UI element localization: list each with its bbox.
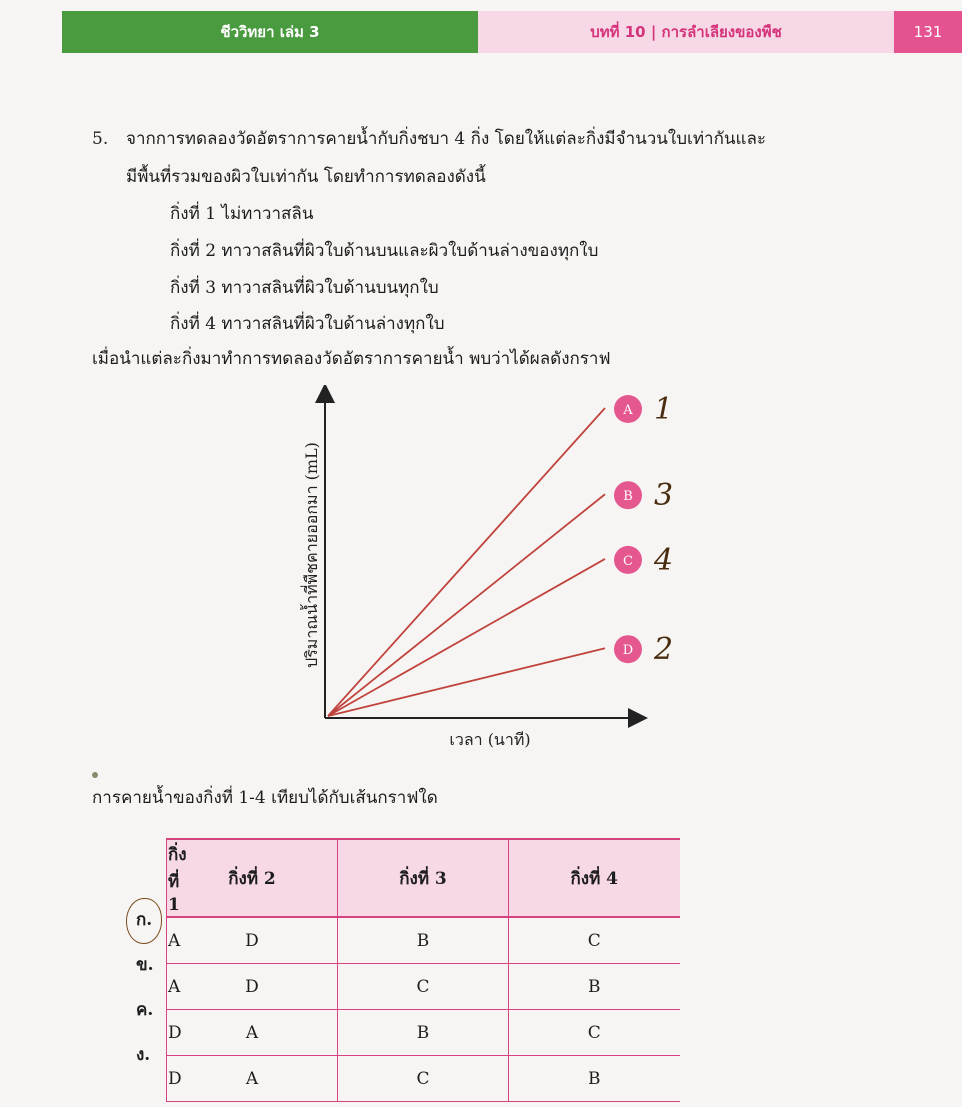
option-label-ko[interactable]: ก.	[136, 910, 153, 930]
table-row[interactable]: D A C B	[167, 1056, 851, 1102]
transpiration-chart	[270, 385, 700, 760]
header-branch-2: กิ่งที่ 2	[167, 839, 338, 917]
branch-1-text: กิ่งที่ 1 ไม่ทาวาสลิน	[170, 204, 314, 224]
result-line: เมื่อนำแต่ละกิ่งมาทำการทดลองวัดอัตราการคายน้ำ พบว่าได้ผลดังกราฟ	[92, 349, 611, 369]
page-number: 131	[894, 11, 962, 53]
series-label-B: B	[623, 489, 633, 505]
question-number: 5.	[92, 129, 109, 149]
chapter-title: บทที่ 10 | การลำเลียงของพืช	[478, 11, 894, 53]
question-line-1: จากการทดลองวัดอัตราการคายน้ำกับกิ่งชบา 4 กิ่ง โดยให้แต่ละกิ่งมีจำนวนใบเท่ากันและ	[126, 129, 766, 149]
branch-4-text: กิ่งที่ 4 ทาวาสลินที่ผิวใบด้านล่างทุกใบ	[170, 314, 445, 334]
series-label-A: A	[623, 403, 633, 418]
handwritten-annotation-C: 4	[654, 542, 674, 578]
question-line-2: มีพื้นที่รวมของผิวใบเท่ากัน โดยทำการทดลองดังนี้	[126, 167, 486, 187]
cell-d: C	[509, 917, 680, 964]
cell-c: B	[338, 1010, 509, 1056]
option-label-kho[interactable]: ข.	[136, 955, 154, 975]
speck	[92, 772, 98, 778]
series-line-C	[328, 559, 605, 716]
option-label-kho-khwai[interactable]: ค.	[136, 1000, 154, 1020]
handwritten-annotation-B: 3	[654, 478, 674, 514]
cell-b: A	[167, 1010, 338, 1056]
series-line-A	[328, 408, 605, 716]
cell-b: D	[167, 917, 338, 964]
table-row[interactable]: A D C B	[167, 964, 851, 1010]
question-prompt: การคายน้ำของกิ่งที่ 1-4 เทียบได้กับเส้นกราฟใด	[92, 788, 438, 808]
header-branch-4: กิ่งที่ 4	[509, 839, 680, 917]
book-title: ชีววิทยา เล่ม 3	[62, 11, 478, 53]
series-label-C: C	[623, 553, 633, 569]
table-row[interactable]: D A B C	[167, 1010, 851, 1056]
table-row[interactable]: A D B C	[167, 917, 851, 964]
cell-d: C	[509, 1010, 680, 1056]
cell-b: D	[167, 964, 338, 1010]
cell-c: B	[338, 917, 509, 964]
handwritten-annotation-A: 1	[654, 392, 674, 427]
table-header-row	[167, 839, 851, 917]
y-axis-label: ปริมาณน้ำที่พืชคายออกมา (mL)	[302, 442, 321, 668]
handwritten-circle-mark	[126, 898, 162, 944]
option-label-ngo[interactable]: ง.	[136, 1045, 151, 1065]
branch-3-text: กิ่งที่ 3 ทาวาสลินที่ผิวใบด้านบนทุกใบ	[170, 278, 439, 298]
cell-d: B	[509, 1056, 680, 1102]
branch-2-text: กิ่งที่ 2 ทาวาสลินที่ผิวใบด้านบนและผิวใบด้านล่างของทุกใบ	[170, 241, 599, 261]
handwritten-annotation-D: 2	[654, 632, 674, 668]
x-axis-label: เวลา (นาที)	[449, 730, 531, 749]
header-branch-3: กิ่งที่ 3	[338, 839, 509, 917]
answer-table	[166, 838, 851, 1102]
cell-c: C	[338, 964, 509, 1010]
cell-d: B	[509, 964, 680, 1010]
cell-b: A	[167, 1056, 338, 1102]
cell-c: C	[338, 1056, 509, 1102]
series-label-D: D	[622, 643, 634, 659]
